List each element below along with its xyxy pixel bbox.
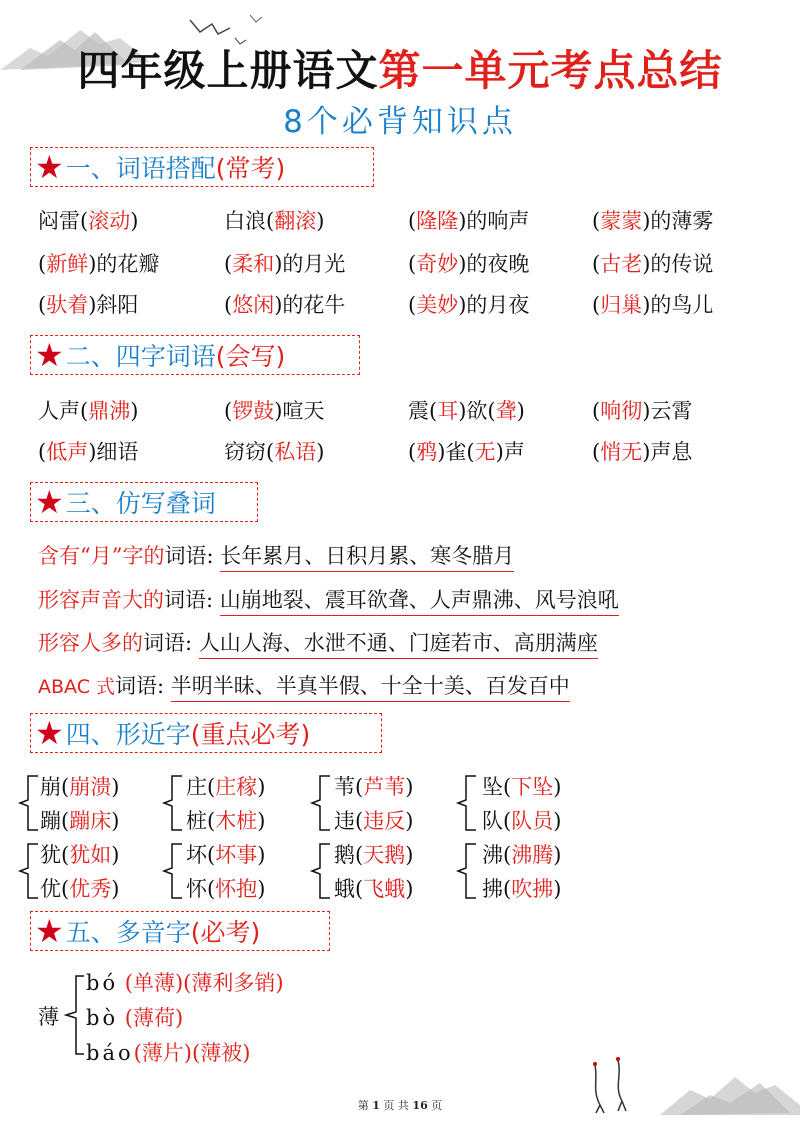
similar-char-pair: 崩(崩溃) <box>40 775 120 799</box>
similar-char-pair: 桩(木桩) <box>186 809 266 833</box>
imitation-word: 半明半昧 <box>171 674 255 702</box>
idiom-item: 震(耳)欲(聋) <box>408 399 525 423</box>
imitation-word: 十全十美 <box>381 674 465 702</box>
imitation-word: 水泄不通 <box>304 631 388 659</box>
section-title: 三、仿写叠词 <box>65 489 216 518</box>
page-total: 16 <box>412 1099 428 1112</box>
star-icon: ★ <box>35 483 64 521</box>
brace-icon <box>306 772 332 834</box>
idiom-item: (锣鼓)喧天 <box>224 399 325 423</box>
section-tag: (会写) <box>215 342 286 371</box>
imitation-label-tail: 词语: <box>143 631 193 655</box>
title-part1: 四年级上册语文 <box>77 46 379 95</box>
imitation-row: ABAC 式词语: 半明半昧、半真半假、十全十美、百发百中 <box>38 670 570 704</box>
similar-char-pair: 蛾(飞蛾) <box>334 877 414 901</box>
section-tag: (必考) <box>190 918 261 947</box>
similar-char-pair: 队(队员) <box>482 809 562 833</box>
imitation-label: 含有“月”字的 <box>38 544 165 568</box>
section-heading-similar-chars <box>30 713 382 753</box>
section-title: 五、多音字 <box>65 918 191 947</box>
brace-icon <box>452 772 478 834</box>
idiom-item: (悄无)声息 <box>592 440 693 464</box>
similar-char-pair: 违(违反) <box>334 809 414 833</box>
imitation-word: 人声鼎沸 <box>430 588 514 616</box>
section-heading-idioms <box>30 335 360 375</box>
imitation-word: 震耳欲聋 <box>325 588 409 616</box>
imitation-word: 寒冬腊月 <box>430 544 514 572</box>
imitation-row: 含有“月”字的词语: 长年累月、日积月累、寒冬腊月 <box>38 540 514 574</box>
page-number: 1 <box>372 1099 380 1112</box>
idiom-item: 人声(鼎沸) <box>38 399 139 423</box>
star-icon: ★ <box>35 148 64 186</box>
section-heading-polyphone <box>30 911 330 951</box>
star-icon: ★ <box>35 714 64 752</box>
idiom-item: (低声)细语 <box>38 440 139 464</box>
brace-icon <box>158 772 184 834</box>
imitation-row: 形容声音大的词语: 山崩地裂、震耳欲聋、人声鼎沸、风号浪吼 <box>38 584 619 618</box>
brace-icon <box>158 840 184 902</box>
similar-char-pair: 鹅(天鹅) <box>334 843 414 867</box>
page-title <box>0 38 800 98</box>
polyphone-reading: bó (单薄)(薄利多销) <box>86 971 284 995</box>
similar-char-pair: 蹦(蹦床) <box>40 809 120 833</box>
similar-char-pair: 怀(怀抱) <box>186 877 266 901</box>
imitation-word: 百发百中 <box>486 674 570 702</box>
imitation-word: 长年累月 <box>220 544 304 572</box>
brace-icon <box>14 840 40 902</box>
similar-char-pair: 坏(坏事) <box>186 843 266 867</box>
collocation-item: (奇妙)的夜晚 <box>408 252 530 276</box>
section-heading-collocation <box>30 147 374 187</box>
section-title: 一、词语搭配 <box>65 154 216 183</box>
imitation-word: 日积月累 <box>325 544 409 572</box>
collocation-item: 白浪(翻滚) <box>224 209 325 233</box>
brace-icon <box>452 840 478 902</box>
collocation-item: (隆隆)的响声 <box>408 209 530 233</box>
idiom-item: (响彻)云霄 <box>592 399 693 423</box>
page-footer: 第 1 页 共 16 页 <box>357 1099 443 1112</box>
imitation-word: 半真半假 <box>276 674 360 702</box>
similar-char-pair: 坠(下坠) <box>482 775 562 799</box>
imitation-word: 风号浪吼 <box>535 588 619 616</box>
collocation-item: (蒙蒙)的薄雾 <box>592 209 714 233</box>
collocation-item: (古老)的传说 <box>592 252 714 276</box>
idiom-item: (鸦)雀(无)声 <box>408 440 525 464</box>
collocation-item: (归巢)的鸟儿 <box>592 293 714 317</box>
similar-char-pair: 庄(庄稼) <box>186 775 266 799</box>
imitation-label-tail: 词语: <box>164 544 214 568</box>
collocation-item: 闷雷(滚动) <box>38 209 139 233</box>
star-icon: ★ <box>35 912 64 950</box>
star-icon: ★ <box>35 336 64 374</box>
imitation-label-tail: 词语: <box>115 674 165 698</box>
similar-char-pair: 优(优秀) <box>40 877 120 901</box>
imitation-label: 形容人多的 <box>38 631 143 655</box>
section-tag: (重点必考) <box>190 720 311 749</box>
imitation-label: ABAC 式 <box>38 676 116 698</box>
collocation-item: (柔和)的月光 <box>224 252 346 276</box>
collocation-item: (美妙)的月夜 <box>408 293 530 317</box>
polyphone-char: 薄 <box>38 1005 59 1029</box>
section-title: 二、四字词语 <box>65 342 216 371</box>
brace-icon <box>62 970 86 1060</box>
page-subtitle: 8个必背知识点 <box>283 104 517 140</box>
collocation-item: (新鲜)的花瓣 <box>38 252 160 276</box>
polyphone-reading: bò (薄荷) <box>86 1006 184 1030</box>
similar-char-pair: 犹(犹如) <box>40 843 120 867</box>
imitation-label-tail: 词语: <box>164 588 214 612</box>
polyphone-reading: báo(薄片)(薄被) <box>86 1041 251 1065</box>
similar-char-pair: 沸(沸腾) <box>482 843 562 867</box>
brace-icon <box>14 772 40 834</box>
idiom-item: 窃窃(私语) <box>224 440 325 464</box>
similar-char-pair: 拂(吹拂) <box>482 877 562 901</box>
section-heading-imitation <box>30 482 258 522</box>
imitation-word: 门庭若市 <box>409 631 493 659</box>
brace-icon <box>306 840 332 902</box>
imitation-word: 人山人海 <box>199 631 283 659</box>
imitation-word: 高朋满座 <box>514 631 598 659</box>
section-tag: (常考) <box>215 154 286 183</box>
title-part2: 第一单元考点总结 <box>378 46 723 95</box>
imitation-word: 山崩地裂 <box>220 588 304 616</box>
collocation-item: (悠闲)的花牛 <box>224 293 346 317</box>
similar-char-pair: 苇(芦苇) <box>334 775 414 799</box>
section-title: 四、形近字 <box>65 720 191 749</box>
collocation-item: (驮着)斜阳 <box>38 293 139 317</box>
imitation-row: 形容人多的词语: 人山人海、水泄不通、门庭若市、高朋满座 <box>38 627 598 661</box>
imitation-label: 形容声音大的 <box>38 588 164 612</box>
